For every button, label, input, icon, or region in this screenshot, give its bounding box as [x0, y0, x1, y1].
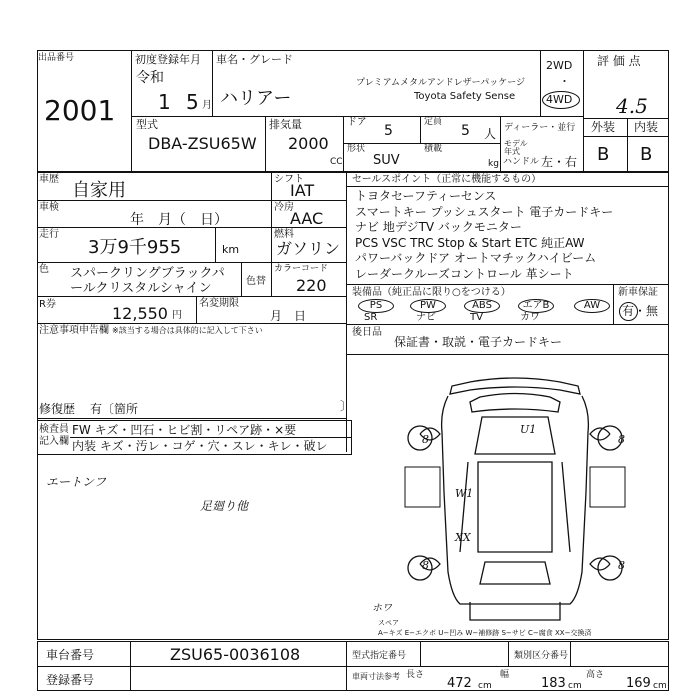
width: 183 — [541, 676, 566, 691]
length-cm: cm — [478, 681, 492, 691]
load-label: 積載 — [424, 144, 443, 154]
sales-point-line: レーダークルーズコントロール 革シート — [355, 266, 574, 281]
width-label: 幅 — [500, 670, 510, 680]
height-cm: cm — [653, 681, 667, 691]
dealer-label: ディーラー・並行 — [504, 123, 576, 133]
notes-note: ※該当する場合は具体的に記入して下さい — [112, 326, 263, 335]
sales-label: セールスポイント（正常に機能するもの） — [352, 174, 542, 185]
mark-rear-right: 8 — [618, 559, 625, 572]
repair-bracket-close: 〕 — [340, 399, 353, 413]
capacity-unit: 人 — [484, 127, 497, 141]
sales-point-line: ナビ 地デジTV バックモニター — [355, 220, 522, 234]
handle-label: ハンドル — [503, 157, 540, 167]
chassis-label: 車台番号 — [46, 648, 95, 662]
ac-label: 冷房 — [274, 202, 294, 213]
sales-point-line: パワーバックドア オートマチックハイビーム — [355, 251, 597, 265]
model-label: 型式 — [136, 118, 158, 131]
attachments-value: 保証書・取説・電子カードキー — [394, 335, 563, 349]
grade-line1: プレミアムメタルアンドレザーパッケージ — [356, 78, 526, 88]
fuel: ガソリン — [276, 239, 341, 258]
equipment-label: 装備品（純正品に限り○をつける） — [352, 287, 511, 298]
ext-grade: B — [597, 144, 610, 165]
handle: 左・右 — [541, 155, 578, 169]
height-label: 高さ — [586, 670, 605, 680]
ext-label: 外装 — [591, 120, 616, 134]
history-value: 自家用 — [72, 180, 126, 201]
km-unit: km — [222, 243, 240, 256]
inspector-label: 検査員記入欄 — [39, 424, 69, 447]
equipment-item: カワ — [520, 312, 540, 323]
chassis: ZSU65-0036108 — [170, 645, 301, 664]
car-name: ハリアー — [220, 88, 292, 109]
lot-number: 2001 — [44, 94, 116, 127]
equipment-item: AW — [574, 299, 610, 313]
equipment-item: ナビ — [416, 312, 436, 323]
recycle-label: R券 — [39, 299, 56, 310]
deadline: 月 日 — [270, 309, 307, 323]
hole-mark: ホワ — [372, 603, 392, 614]
sales-point-line: トヨタセーフティーセンス — [355, 189, 497, 203]
fuel-label: 燃料 — [274, 229, 294, 240]
category-label: 類別区分番号 — [514, 651, 569, 661]
month-unit: 月 — [202, 100, 212, 111]
car-name-label: 車名・グレード — [216, 53, 293, 66]
int-label: 内装 — [634, 120, 659, 134]
shape-label: 形状 — [347, 144, 366, 154]
color-label: 色 — [39, 264, 49, 275]
recycle-unit: 円 — [172, 310, 182, 321]
mark-roof: U1 — [520, 423, 537, 436]
equipment-item: SR — [364, 312, 378, 323]
kg-unit: kg — [488, 159, 499, 169]
score-value: 4.5 — [616, 94, 648, 118]
shape: SUV — [373, 153, 400, 168]
shift-label: シフト — [274, 174, 304, 185]
cc-unit: CC — [330, 157, 343, 167]
doors: 5 — [384, 123, 393, 139]
notes-label: 注意事項申告欄 — [39, 325, 109, 336]
drive-4wd: 4WD — [546, 93, 573, 106]
deadline-label: 名変期限 — [199, 298, 239, 309]
sales-point-line: スマートキー プッシュスタート 電子カードキー — [355, 204, 614, 219]
history-label: 車歴 — [39, 174, 59, 185]
car-damage-diagram — [400, 372, 630, 627]
grade-line2: Toyota Safety Sense — [414, 91, 516, 102]
repair-label: 修復歴 — [39, 402, 76, 416]
score-label: 評 価 点 — [597, 54, 641, 68]
int-grade: B — [640, 144, 653, 165]
spare-label: スペア — [378, 619, 399, 627]
ext-row: FW キズ・凹石・ヒビ割・リペア跡・×要 — [72, 423, 297, 437]
length: 472 — [447, 676, 472, 691]
equipment-item: ABS — [464, 299, 500, 313]
drive-separator: ・ — [559, 75, 570, 88]
mark-rear-left: 8 — [422, 559, 429, 572]
model-spec-label: 型式指定番号 — [352, 651, 407, 661]
mileage-label: 走行 — [39, 229, 59, 240]
mark-rear-door: XX — [455, 531, 471, 544]
equipment-item: PW — [410, 299, 446, 313]
drive-2wd: 2WD — [546, 59, 573, 72]
dims-label: 車両寸法参考 — [352, 672, 400, 681]
equipment-item: PS — [358, 299, 394, 313]
era: 令和 — [136, 70, 164, 86]
hand-note1: エートンフ — [46, 475, 107, 489]
capacity: 5 — [461, 123, 470, 139]
int-row: 内装 キズ・汚レ・コゲ・穴・スレ・キレ・破レ — [72, 439, 328, 453]
equipment-item: エアB — [518, 299, 554, 313]
equipment-item: TV — [470, 312, 483, 323]
first-reg-label: 初度登録年月 — [135, 53, 201, 66]
inspection-value: 年 月（ 日） — [130, 212, 228, 228]
repair-value: 有〔箇所 — [90, 402, 139, 416]
mark-front-left: 8 — [422, 433, 429, 446]
ac: AAC — [290, 209, 324, 228]
capacity-label: 定員 — [424, 117, 443, 127]
displacement-label: 排気量 — [269, 118, 302, 131]
shift: IAT — [290, 181, 315, 200]
color-no-label: 色替 — [246, 276, 266, 287]
new-car-value: 有・無 — [622, 304, 659, 318]
model-code: DBA-ZSU65W — [148, 134, 257, 153]
damage-legend: A−キズ E−エクボ U−凹み W−補修跡 S−サビ C−腐食 XX−交換済 — [378, 629, 592, 637]
mark-door: W1 — [455, 487, 474, 500]
model-year-label: モデル年式 — [504, 139, 528, 156]
doors-label: ドア — [347, 117, 367, 128]
color-line1: スパークリングブラックパ — [70, 266, 225, 281]
hand-note2: 足廻り他 — [200, 499, 249, 513]
width-cm: cm — [568, 681, 582, 691]
recycle: 12,550 — [112, 304, 168, 323]
color-code: 220 — [296, 276, 327, 295]
new-car-label: 新車保証 — [618, 287, 658, 298]
attachments-label: 後日品 — [352, 327, 382, 338]
mark-front-right: 8 — [618, 433, 625, 446]
color-line2: ールクリスタルシャイン — [70, 281, 212, 296]
mileage: 3万9千955 — [88, 237, 182, 258]
displacement: 2000 — [288, 134, 329, 153]
reg-year: 1 — [158, 90, 171, 114]
sales-point-line: PCS VSC TRC Stop & Start ETC 純正AW — [355, 235, 585, 250]
lot-label: 出品番号 — [38, 53, 75, 63]
color-code-label: カラーコード — [274, 264, 329, 274]
inspection-label: 車検 — [39, 202, 59, 213]
reg-label: 登録番号 — [46, 673, 95, 687]
length-label: 長さ — [406, 670, 425, 680]
height: 169 — [626, 676, 651, 691]
reg-month: 5 — [186, 90, 199, 114]
